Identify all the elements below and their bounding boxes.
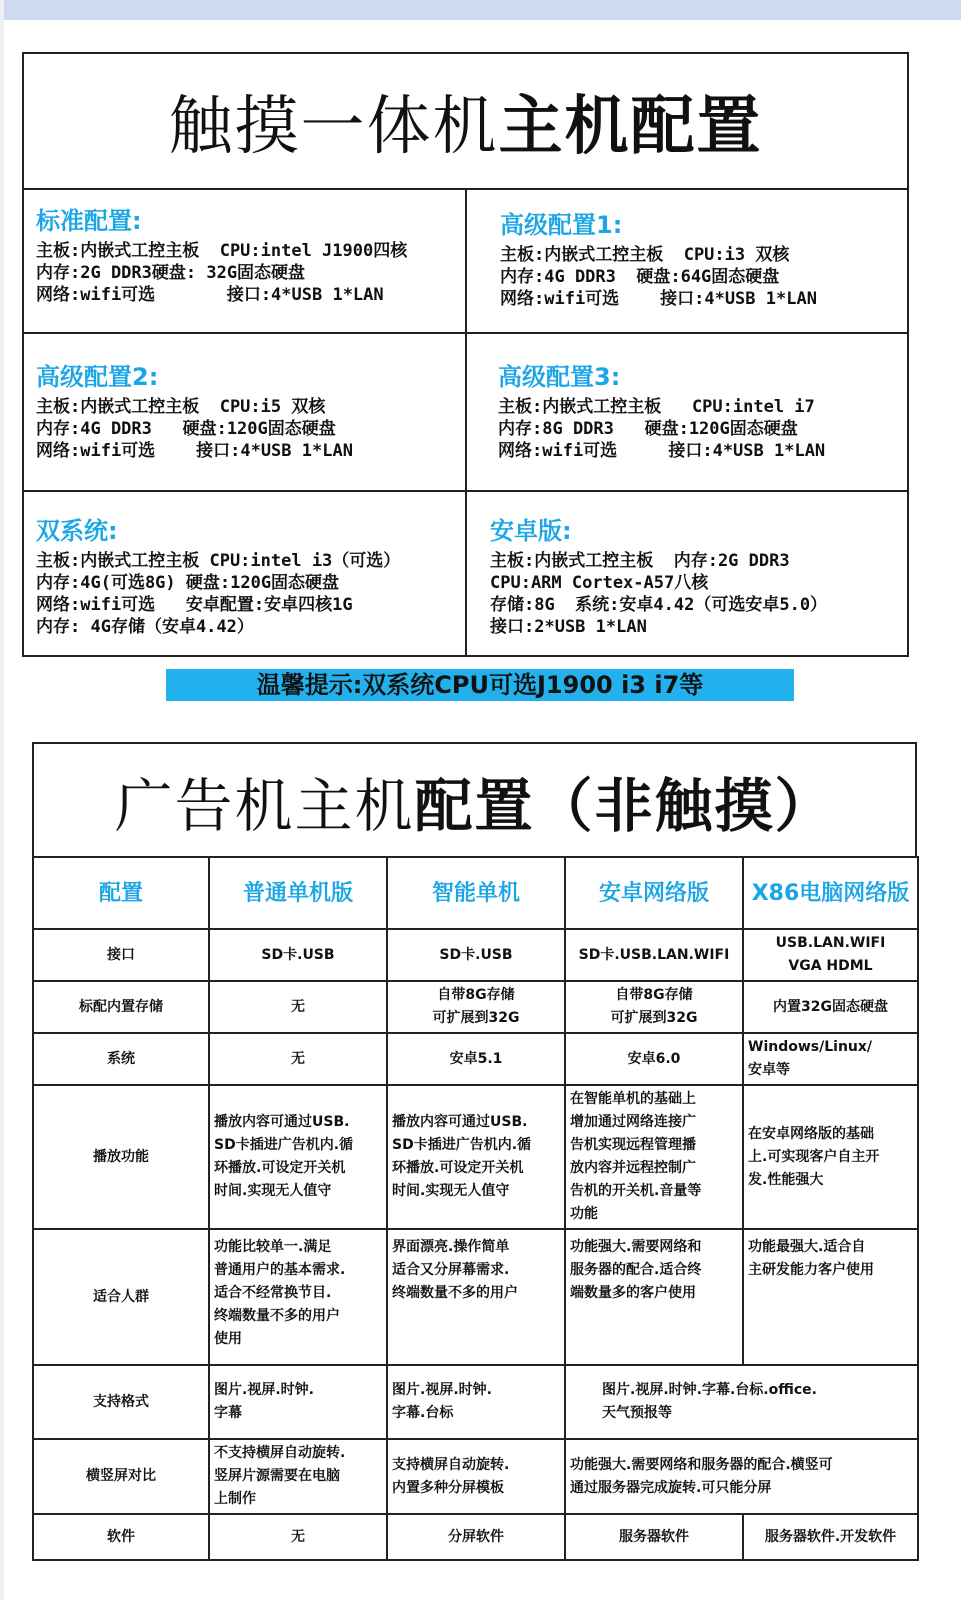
table-cell: SD卡.USB: [209, 929, 387, 981]
touch-config-title: [24, 54, 907, 190]
config-line: 网络:wifi可选 接口:4*USB 1*LAN: [36, 285, 384, 305]
config-line: 主板:内嵌式工控主板 CPU:intel i7: [498, 397, 815, 417]
table-cell: SD卡.USB.LAN.WIFI: [565, 929, 743, 981]
table-row: [33, 981, 918, 1033]
table-cell: 安卓5.1: [387, 1033, 565, 1085]
config-heading: 安卓版:: [490, 517, 572, 545]
touch-config-box: [22, 52, 909, 657]
title-bold: 主机配置: [498, 90, 763, 164]
table-cell: 自带8G存储 可扩展到32G: [387, 981, 565, 1033]
table-cell: 无: [209, 1514, 387, 1560]
table-cell: 在安卓网络版的基础 上.可实现客户自主开 发.性能强大: [743, 1085, 918, 1229]
config-line: 主板:内嵌式工控主板 CPU:i5 双核: [36, 397, 326, 417]
table-cell: 界面漂亮.操作简单 适合又分屏幕需求. 终端数量不多的用户: [387, 1229, 565, 1365]
col-header: 配置: [33, 857, 209, 929]
config-line: 网络:wifi可选 接口:4*USB 1*LAN: [500, 289, 817, 309]
table-cell: 不支持横屏自动旋转. 竖屏片源需要在电脑 上制作: [209, 1439, 387, 1514]
table-cell: 安卓6.0: [565, 1033, 743, 1085]
table-cell: 功能最强大.适合自 主研发能力客户使用: [743, 1229, 918, 1365]
ad-config-title: [32, 742, 917, 857]
table-cell: 播放内容可通过USB. SD卡插进广告机内.循 环播放.可设定开关机 时间.实现无人值守: [209, 1085, 387, 1229]
table-row: [33, 1085, 918, 1229]
config-line: 网络:wifi可选 接口:4*USB 1*LAN: [36, 441, 353, 461]
config-heading: 高级配置2:: [36, 363, 159, 391]
table-cell: 服务器软件: [565, 1514, 743, 1560]
config-line: 内存:2G DDR3硬盘: 32G固态硬盘: [36, 263, 306, 283]
table-cell: 分屏软件: [387, 1514, 565, 1560]
config-line: 内存: 4G存储（安卓4.42）: [36, 617, 254, 637]
table-header-row: [33, 857, 918, 929]
left-edge: [0, 0, 4, 1600]
config-line: 内存:4G DDR3 硬盘:120G固态硬盘: [36, 419, 336, 439]
config-advanced-2: [36, 362, 353, 462]
config-standard: [36, 206, 407, 306]
config-line: 存储:8G 系统:安卓4.42（可选安卓5.0）: [490, 595, 828, 615]
table-cell: 无: [209, 981, 387, 1033]
config-line: 内存:4G DDR3 硬盘:64G固态硬盘: [500, 267, 780, 287]
table-cell: 无: [209, 1033, 387, 1085]
table-row: [33, 1229, 918, 1365]
config-line: 主板:内嵌式工控主板 内存:2G DDR3: [490, 551, 790, 571]
config-android: [490, 516, 827, 638]
table-row: [33, 929, 918, 981]
config-heading: 高级配置3:: [498, 363, 621, 391]
col-header: X86电脑网络版: [743, 857, 918, 929]
title-light: 触摸一体机: [168, 90, 499, 164]
config-line: 网络:wifi可选 安卓配置:安卓四核1G: [36, 595, 353, 615]
config-line: 网络:wifi可选 接口:4*USB 1*LAN: [498, 441, 826, 461]
config-heading: 双系统:: [36, 517, 118, 545]
table-cell: Windows/Linux/ 安卓等: [743, 1033, 918, 1085]
config-line: 接口:2*USB 1*LAN: [490, 617, 647, 637]
config-heading: 高级配置1:: [500, 211, 623, 239]
table-cell: 图片.视屏.时钟. 字幕: [209, 1365, 387, 1439]
table-cell: 功能比较单一.满足 普通用户的基本需求. 适合不经常换节目. 终端数量不多的用户 使用: [209, 1229, 387, 1365]
config-line: CPU:ARM Cortex-A57八核: [490, 573, 709, 593]
table-cell: 功能强大.需要网络和 服务器的配合.适合终 端数量多的客户使用: [565, 1229, 743, 1365]
table-cell: 自带8G存储 可扩展到32G: [565, 981, 743, 1033]
row-label: 播放功能: [33, 1085, 209, 1229]
title-bold: 配置（非触摸）: [414, 771, 835, 840]
config-advanced-3: [498, 362, 825, 462]
table-row: [33, 1033, 918, 1085]
row-label: 软件: [33, 1514, 209, 1560]
row-label: 接口: [33, 929, 209, 981]
top-band: [0, 0, 961, 20]
config-advanced-1: [500, 210, 817, 310]
config-line: 主板:内嵌式工控主板 CPU:intel i3（可选）: [36, 551, 401, 571]
table-row: [33, 1365, 918, 1439]
table-cell: 播放内容可通过USB. SD卡插进广告机内.循 环播放.可设定开关机 时间.实现无人值守: [387, 1085, 565, 1229]
comparison-table: [32, 856, 919, 1561]
table-cell: 内置32G固态硬盘: [743, 981, 918, 1033]
table-row: [33, 1439, 918, 1514]
title-light: 广告机主机: [114, 771, 415, 840]
row-label: 横竖屏对比: [33, 1439, 209, 1514]
grid-divider: [465, 188, 467, 655]
col-header: 智能单机: [387, 857, 565, 929]
table-cell: USB.LAN.WIFI VGA HDML: [743, 929, 918, 981]
col-header: 普通单机版: [209, 857, 387, 929]
table-cell: 图片.视屏.时钟.字幕.台标.office. 天气预报等: [565, 1365, 918, 1439]
table-cell: 在智能单机的基础上 增加通过网络连接广 告机实现远程管理播 放内容并远程控制广 告机的开关机.音量等 功能: [565, 1085, 743, 1229]
config-line: 主板:内嵌式工控主板 CPU:i3 双核: [500, 245, 790, 265]
row-label: 适合人群: [33, 1229, 209, 1365]
table-cell: 功能强大.需要网络和服务器的配合.横竖可 通过服务器完成旋转.可只能分屏: [565, 1439, 918, 1514]
config-dual-system: [36, 516, 400, 638]
config-heading: 标准配置:: [36, 207, 142, 235]
config-line: 内存:4G(可选8G) 硬盘:120G固态硬盘: [36, 573, 340, 593]
table-cell: 服务器软件.开发软件: [743, 1514, 918, 1560]
table-cell: 支持横屏自动旋转. 内置多种分屏模板: [387, 1439, 565, 1514]
config-line: 内存:8G DDR3 硬盘:120G固态硬盘: [498, 419, 798, 439]
tip-banner: 温馨提示:双系统CPU可选J1900 i3 i7等: [166, 669, 794, 701]
col-header: 安卓网络版: [565, 857, 743, 929]
row-label: 系统: [33, 1033, 209, 1085]
table-cell: 图片.视屏.时钟. 字幕.台标: [387, 1365, 565, 1439]
row-label: 标配内置存储: [33, 981, 209, 1033]
config-line: 主板:内嵌式工控主板 CPU:intel J1900四核: [36, 241, 408, 261]
row-label: 支持格式: [33, 1365, 209, 1439]
table-row: [33, 1514, 918, 1560]
table-cell: SD卡.USB: [387, 929, 565, 981]
